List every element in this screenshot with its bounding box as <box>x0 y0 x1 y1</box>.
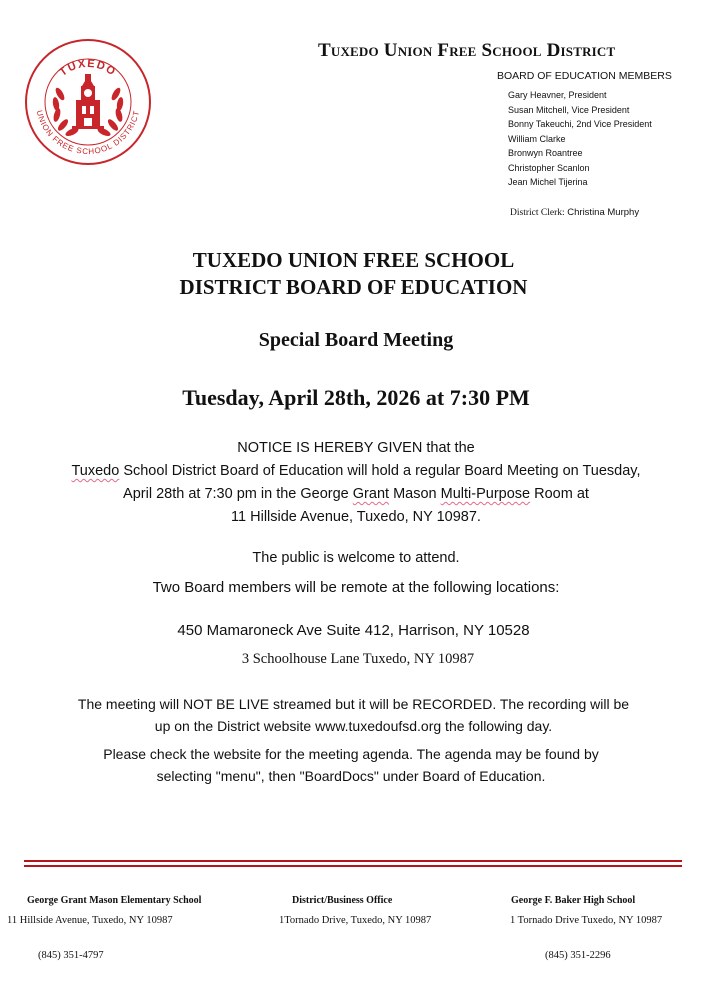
agenda-line: selecting "menu", then "BoardDocs" under Board of Education. <box>156 768 546 784</box>
public-welcome: The public is welcome to attend. <box>252 550 460 566</box>
recording-line: The meeting will NOT BE LIVE streamed but it will be RECORDED. The recording will be <box>77 696 630 712</box>
clock-tower-icon <box>72 74 104 129</box>
notice-title <box>0 247 707 301</box>
footer-school2-phone: (845) 351-2296 <box>545 950 611 961</box>
spellcheck-word: Grant <box>352 486 390 502</box>
footer-office-name <box>292 895 392 906</box>
meeting-notice <box>0 437 707 529</box>
board-member: Gary Heavner, President <box>508 90 607 100</box>
footer-school1-phone: (845) 351-4797 <box>38 950 104 961</box>
footer-school2-name-text: George F. Baker High School <box>511 895 636 906</box>
board-members-list <box>508 88 652 190</box>
footer-divider <box>24 860 682 867</box>
district-seal-logo <box>24 38 152 166</box>
notice-line <box>0 483 707 506</box>
footer-school2-address: 1 Tornado Drive Tuxedo, NY 10987 <box>510 915 663 926</box>
footer-school1-name <box>27 895 201 906</box>
notice-line: 11 Hillside Avenue, Tuxedo, NY 10987. <box>231 509 481 525</box>
notice-text: April 28th at 7:30 pm in the George <box>123 486 353 502</box>
notice-title-line2: DISTRICT BOARD OF EDUCATION <box>179 275 528 299</box>
notice-line <box>0 460 707 483</box>
board-member: Christopher Scanlon <box>508 162 590 173</box>
recording-line: up on the District website www.tuxedoufsd.org the following day. <box>154 718 553 734</box>
district-clerk <box>510 207 639 218</box>
district-clerk-label: District Clerk: <box>510 208 565 218</box>
meeting-type: Special Board Meeting <box>258 329 454 351</box>
notice-line: NOTICE IS HEREBY GIVEN that the <box>237 440 475 456</box>
remote-intro: Two Board members will be remote at the following locations: <box>152 579 560 596</box>
board-member: Jean Michel Tijerina <box>508 177 588 187</box>
footer-office-address: 1Tornado Drive, Tuxedo, NY 10987 <box>279 915 432 926</box>
board-member: Bronwyn Roantree <box>508 148 583 158</box>
board-members-heading: BOARD OF EDUCATION MEMBERS <box>497 70 672 82</box>
district-clerk-name: Christina Murphy <box>567 207 640 218</box>
footer-school1-address: 11 Hillside Avenue, Tuxedo, NY 10987 <box>7 915 173 926</box>
footer-school1-name-text: George Grant Mason Elementary School <box>27 895 202 906</box>
remote-location-1: 450 Mamaroneck Ave Suite 412, Harrison, NY 10528 <box>177 622 530 639</box>
district-name: Tuxedo Union Free School District <box>318 40 616 61</box>
recording-notice <box>0 693 707 737</box>
notice-title-line1: TUXEDO UNION FREE SCHOOL <box>192 248 515 272</box>
spellcheck-word: Tuxedo <box>71 463 120 479</box>
remote-location-2: 3 Schoolhouse Lane Tuxedo, NY 10987 <box>241 651 475 667</box>
agenda-line: Please check the website for the meeting agenda. The agenda may be found by <box>103 746 599 762</box>
notice-text: Mason <box>389 486 441 502</box>
footer-school2-name <box>511 895 635 906</box>
spellcheck-word: Multi-Purpose <box>440 486 531 502</box>
footer-office-name-text: District/Business Office <box>292 895 393 906</box>
notice-text: Room at <box>530 486 589 502</box>
board-member: Bonny Takeuchi, 2nd Vice President <box>508 119 652 129</box>
agenda-notice <box>0 743 702 787</box>
meeting-date: Tuesday, April 28th, 2026 at 7:30 PM <box>182 385 530 410</box>
seal-ring-text: UNION FREE SCHOOL DISTRICT <box>34 109 142 157</box>
seal-top-text: TUXEDO <box>57 57 119 79</box>
board-member: William Clarke <box>508 133 566 144</box>
board-member: Susan Mitchell, Vice President <box>508 104 630 115</box>
notice-text: School District Board of Education will hold a regular Board Meeting on Tuesday, <box>119 463 641 479</box>
